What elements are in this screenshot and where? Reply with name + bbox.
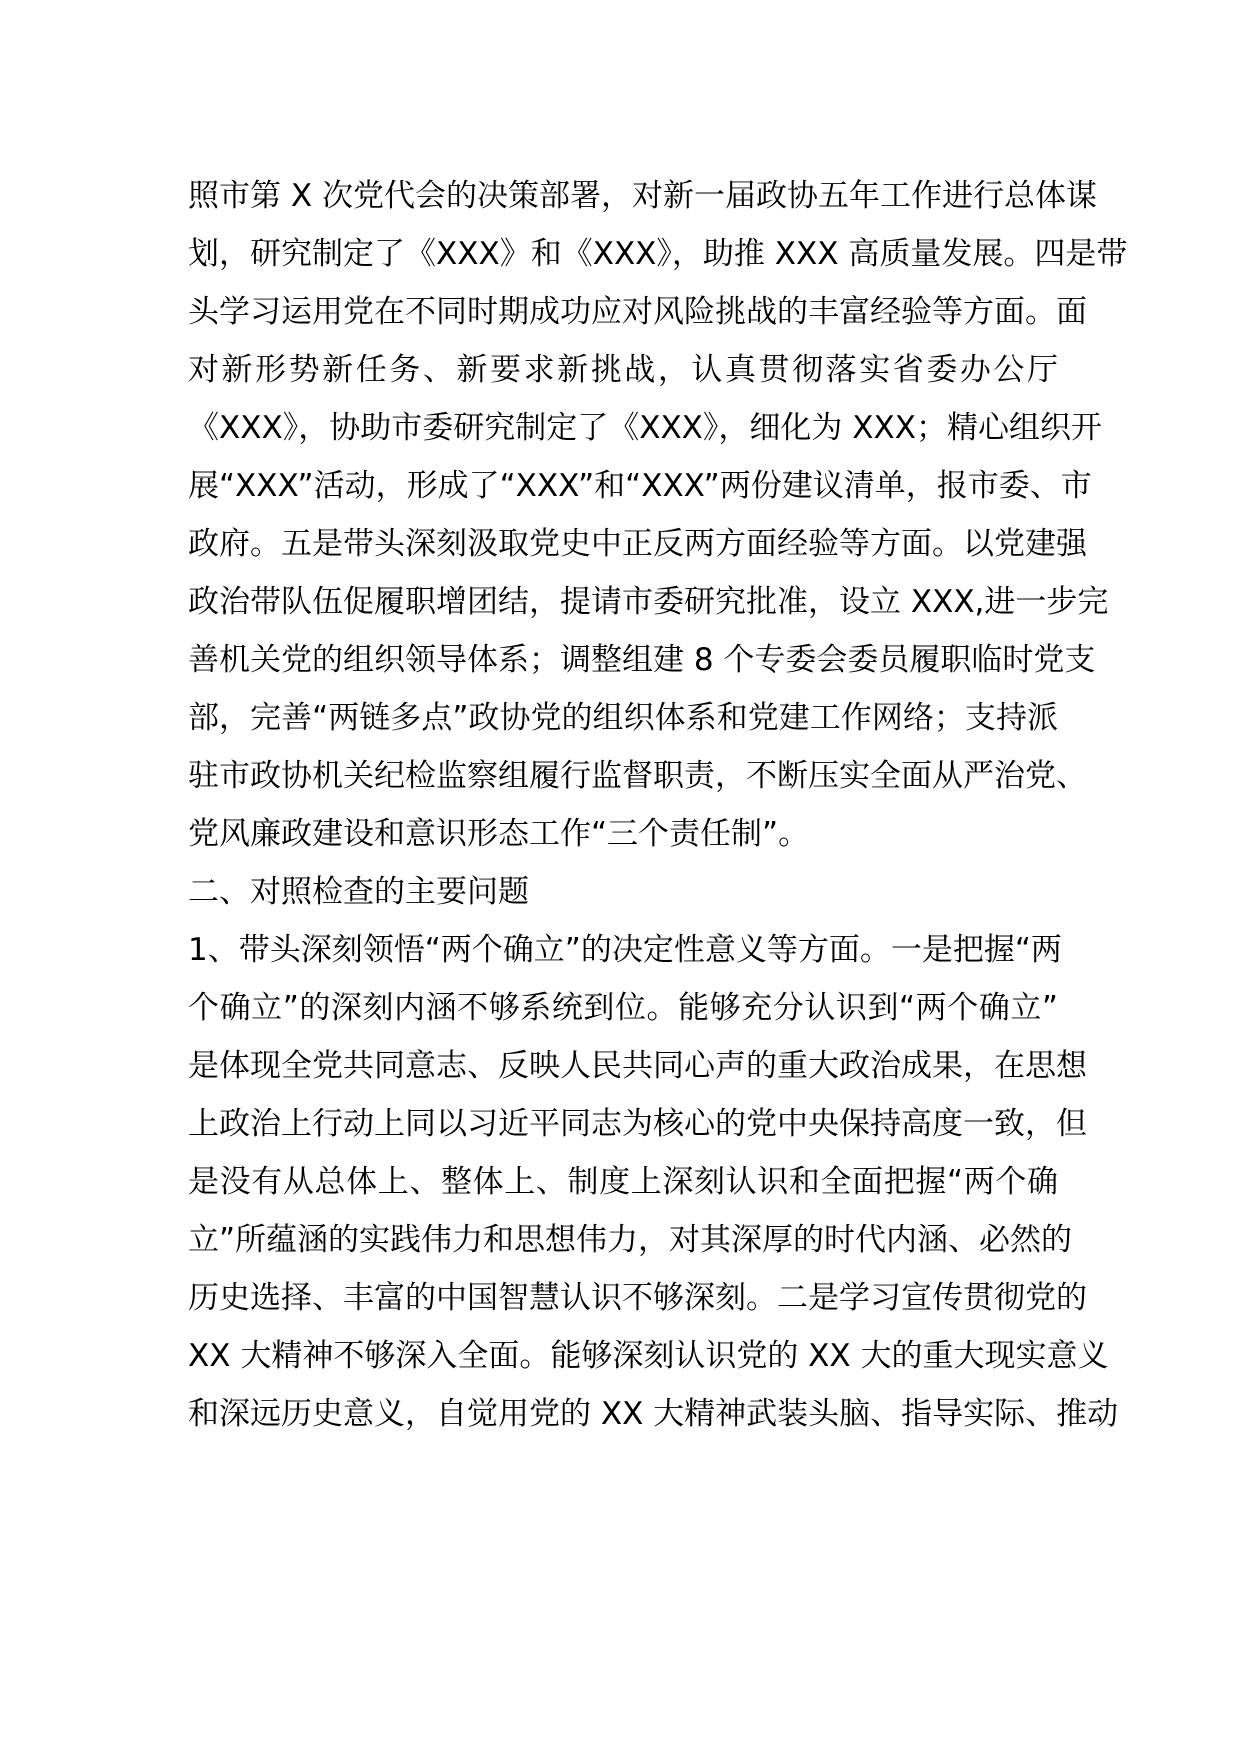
text-line: 政治带队伍促履职增团结，提请市委研究批准，设立 XXX,进一步完 (188, 584, 1109, 620)
text-line: 历史选择、丰富的中国智慧认识不够深刻。二是学习宣传贯彻党的 (188, 1280, 1087, 1316)
text-line: 《XXX》，协助市委研究制定了《XXX》，细化为 XXX；精心组织开 (188, 410, 1102, 446)
text-line: 政府。五是带头深刻汲取党史中正反两方面经验等方面。以党建强 (188, 526, 1087, 562)
text-line: 部，完善“两链多点”政协党的组织体系和党建工作网络；支持派 (188, 700, 1058, 736)
text-line: 展“XXX”活动，形成了“XXX”和“XXX”两份建议清单，报市委、市 (188, 468, 1092, 504)
section-heading: 二、对照检查的主要问题 (188, 874, 529, 910)
text-line: 划，研究制定了《XXX》和《XXX》，助推 XXX 高质量发展。四是带 (188, 236, 1128, 272)
text-line: 是体现全党共同意志、反映人民共同心声的重大政治成果，在思想 (188, 1048, 1087, 1084)
text-line: 上政治上行动上同以习近平同志为核心的党中央保持高度一致，但 (188, 1106, 1087, 1142)
text-line: 是没有从总体上、整体上、制度上深刻认识和全面把握“两个确 (188, 1164, 1058, 1200)
text-line: 照市第 X 次党代会的决策部署，对新一届政协五年工作进行总体谋 (188, 178, 1097, 214)
text-line: 头学习运用党在不同时期成功应对风险挑战的丰富经验等方面。面 (188, 294, 1087, 330)
text-line: 立”所蕴涵的实践伟力和思想伟力，对其深厚的时代内涵、必然的 (188, 1222, 1073, 1258)
text-line: 善机关党的组织领导体系；调整组建 8 个专委会委员履职临时党支 (188, 642, 1096, 678)
text-line: 个确立”的深刻内涵不够系统到位。能够充分认识到“两个确立” (188, 990, 1058, 1026)
text-line: 驻市政协机关纪检监察组履行监督职责，不断压实全面从严治党、 (188, 758, 1087, 794)
text-line: XX 大精神不够深入全面。能够深刻认识党的 XX 大的重大现实意义 (188, 1338, 1109, 1374)
text-line: 和深远历史意义，自觉用党的 XX 大精神武装头脑、指导实际、推动 (188, 1396, 1119, 1432)
text-line: 1、带头深刻领悟“两个确立”的决定性意义等方面。一是把握“两 (188, 932, 1062, 968)
text-line: 党风廉政建设和意识形态工作“三个责任制”。 (188, 816, 810, 852)
text-line: 对新形势新任务、新要求新挑战，认真贯彻落实省委办公厅 (188, 352, 1058, 388)
